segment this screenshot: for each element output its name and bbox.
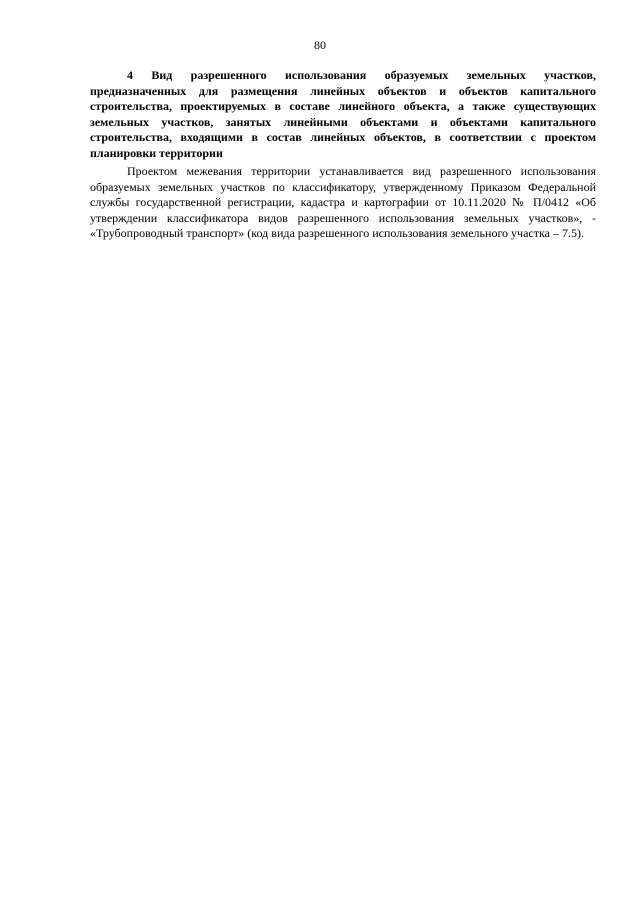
body-paragraph: Проектом межевания территории устанавливается вид разрешенного использования образуемых земельных участков по классификатору, утвержденному Приказом Федеральной службы государственной регистрации, кадастра и картографии от 10.11.2020 № П/0412 «Об утверждении классификатора видов разрешенного использования земельных участков», - «Трубопроводный транспорт» (код вида разрешенного использования земельного участка – 7.5). (90, 164, 596, 241)
section-heading: 4 Вид разрешенного использования образуемых земельных участков, предназначенных для размещения линейных объектов и объектов капитального строительства, проектируемых в составе линейного объекта, а также существующих земельных участков, занятых линейными объектами и объектами капитального строительства, входящими в состав линейных объектов, в соответствии с проектом планировки территории (90, 68, 596, 160)
page-number: 80 (314, 38, 326, 52)
